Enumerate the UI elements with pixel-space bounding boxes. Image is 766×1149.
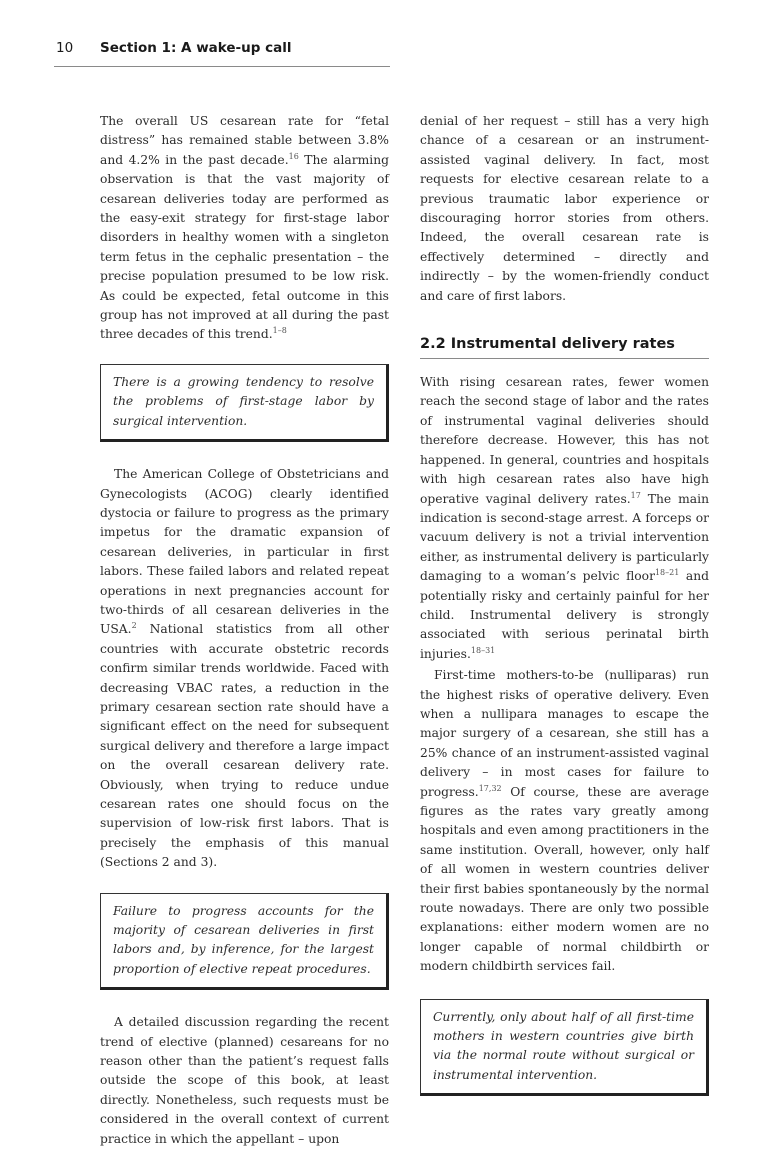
body-paragraph: With rising cesarean rates, fewer women reach the second stage of labor and the rates of instrumental vaginal deliveries should therefore decrease. However, this has not happened. In general, countries and hospitals with high cesarean rates also have high operative vaginal delivery rates.$^{17}$ The main indication is second-stage arrest. A forceps or vacuum delivery is not a trivial intervention either, as instrumental delivery is particularly damaging to a woman’s pelvic floor$^{18-21}$ and potentially risky and certainly painful for her child. Instrumental delivery is strongly associated with serious perinatal birth injuries.$^{18-31}$ bbox=[420, 375, 709, 661]
body-paragraph: A detailed discussion regarding the recent trend of elective (planned) cesareans for no reason other than the patient’s request falls outside the scope of this book, at least directly. Nonetheless, such requests must be considered in the overall context of current practice in which the appellant – upon bbox=[100, 1015, 389, 1146]
running-header bbox=[54, 38, 390, 67]
section-title: Section 1: A wake-up call bbox=[100, 40, 292, 56]
citation: 17 bbox=[630, 490, 641, 500]
citation: 18–31 bbox=[470, 645, 496, 655]
right-column bbox=[420, 112, 709, 1096]
body-paragraph: First-time mothers-to-be (nulliparas) run the highest risks of operative delivery. Even when a nullipara manages to escape the major surgery of a cesarean, she still has a 25% chance of an instrument-assisted vaginal delivery – in most cases for failure to progress.$^{17,32}$ Of course, these are average figures as the rates vary greatly among hospitals and even among practitioners in the same institution. Overall, however, only half of all women in western countries deliver their first babies spontaneously by the normal route nowadays. There are only two possible explanations: either modern women are no longer capable of normal childbirth or modern childbirth services fail. bbox=[420, 668, 709, 974]
body-paragraph: denial of her request – still has a very high chance of a cesarean or an instrument-assisted vaginal delivery. In fact, most requests for elective cesarean relate to a previous traumatic labor experience or discouraging horror stories from others. Indeed, the overall cesarean rate is effectively determined – directly and indirectly – by the women-friendly conduct and care of first labors. bbox=[420, 114, 709, 303]
section-heading: 2.2 Instrumental delivery rates bbox=[420, 336, 709, 359]
citation: 18–21 bbox=[654, 568, 680, 578]
callout-box: Currently, only about half of all first-time mothers in western countries give birth via the normal route without surgical or instrumental intervention. bbox=[420, 999, 709, 1097]
citation: 16 bbox=[288, 151, 299, 161]
callout-box: There is a growing tendency to resolve the problems of first-stage labor by surgical intervention. bbox=[100, 364, 389, 442]
citation: 1–8 bbox=[272, 326, 287, 336]
callout-box: Failure to progress accounts for the majority of cesarean deliveries in first labors and, by inference, for the largest proportion of elective repeat procedures. bbox=[100, 893, 389, 991]
left-column bbox=[100, 112, 389, 1149]
body-paragraph: The American College of Obstetricians and Gynecologists (ACOG) clearly identified dystocia or failure to progress as the primary impetus for the dramatic expansion of cesarean deliveries, in particular in first labors. These failed labors and related repeat operations in next pregnancies account for two-thirds of all cesarean deliveries in the USA.$^2$ National statistics from all other countries with accurate obstetric records confirm similar trends worldwide. Faced with decreasing VBAC rates, a reduction in the primary cesarean section rate should have a significant effect on the need for subsequent surgical delivery and therefore a large impact on the overall cesarean delivery rate. Obviously, when trying to reduce undue cesarean rates one should focus on the supervision of low-risk first labors. That is precisely the emphasis of this manual (Sections 2 and 3). bbox=[100, 467, 389, 870]
page-number: 10 bbox=[56, 40, 74, 56]
body-paragraph: The overall US cesarean rate for “fetal distress” has remained stable between 3.8% and 4.2% in the past decade.$^{16}$ The alarming observation is that the vast majority of cesarean deliveries today are performed as the easy-exit strategy for first-stage labor disorders in healthy women with a singleton term fetus in the cephalic presentation – the precise population presumed to be low risk. As could be expected, fetal outcome in this group has not improved at all during the past three decades of this trend.$^{1-8}$ bbox=[100, 114, 390, 342]
citation: 2 bbox=[131, 621, 137, 631]
citation: 17,32 bbox=[478, 783, 502, 793]
